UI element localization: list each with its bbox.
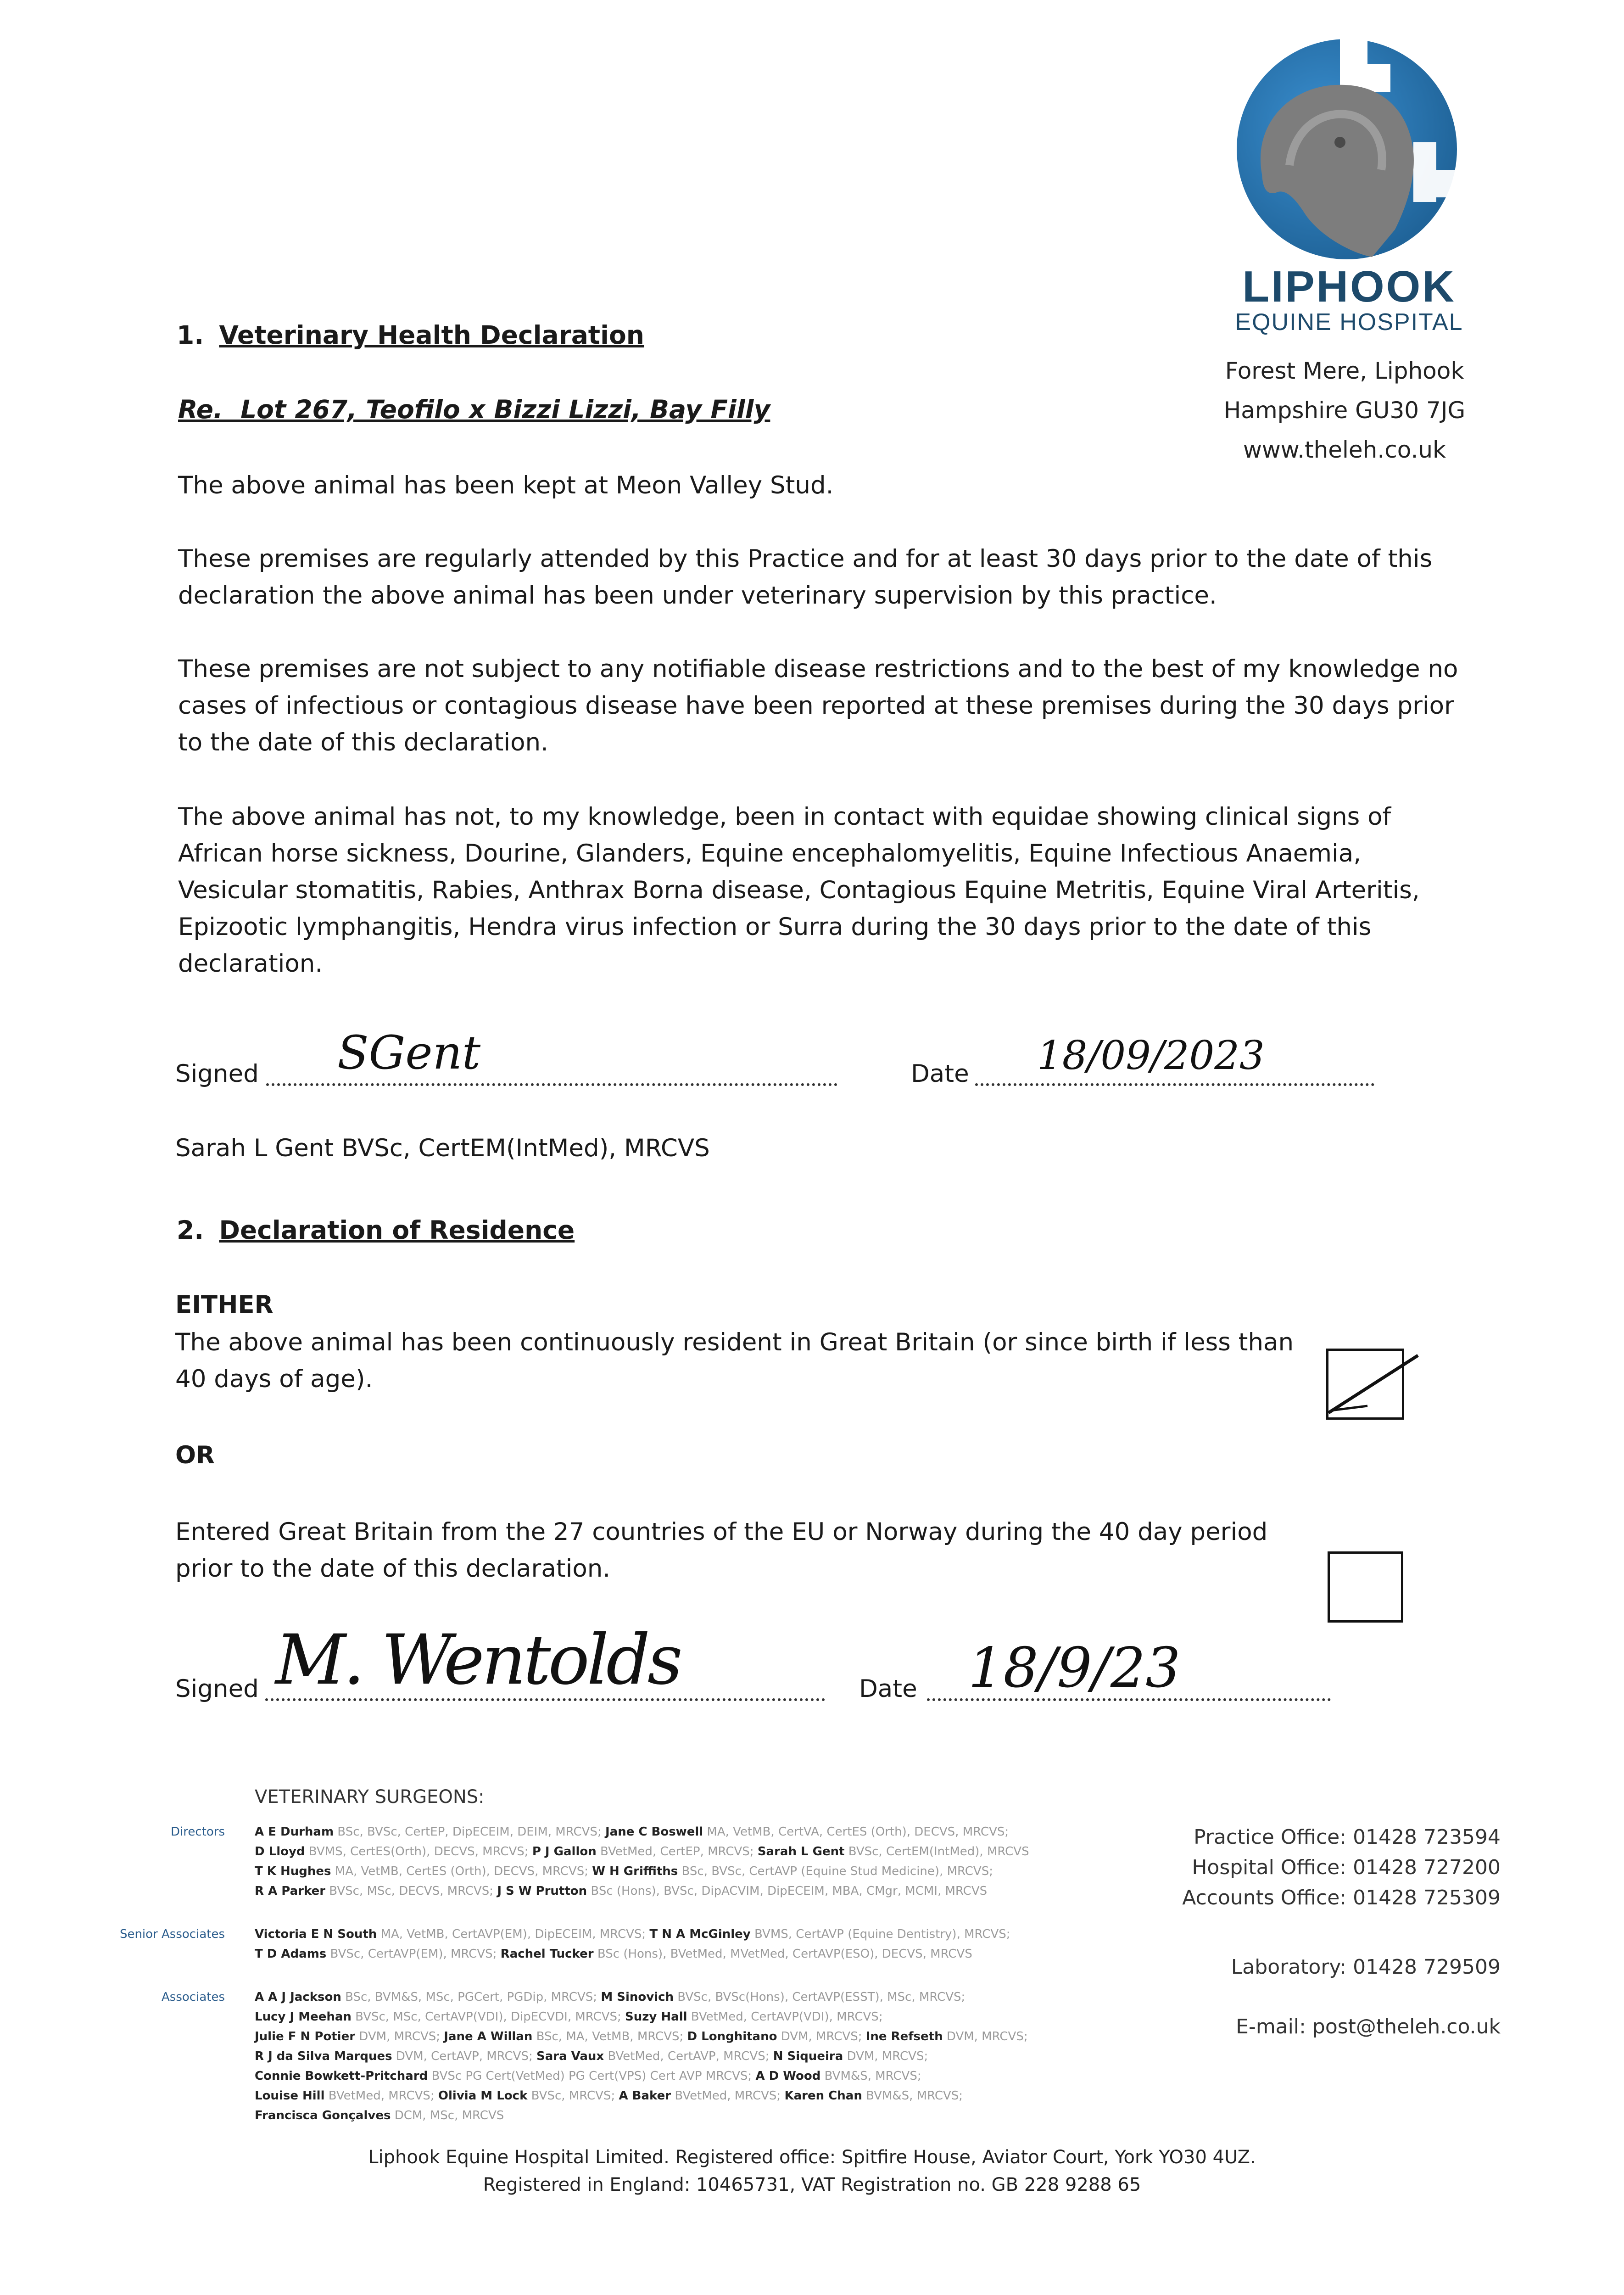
staff-qualifications: BVMS, CertES(Orth), DECVS, MRCVS; [305,1845,532,1858]
staff-qualifications: BVetMed, CertEP, MRCVS; [596,1845,758,1858]
veterinary-surgeons-title: VETERINARY SURGEONS: [255,1786,485,1808]
staff-qualifications: DVM, MRCVS; [355,2030,444,2043]
staff-qualifications: BSc, BVSc, CertEP, DipECEIM, DEIM, MRCVS; [334,1825,605,1839]
owner-signature: M. Wentolds [275,1620,680,1700]
hospital-office-phone: Hospital Office: 01428 727200 [1192,1856,1501,1879]
staff-qualifications: BVetMed, MRCVS; [671,2089,785,2103]
staff-qualifications: BVSc, CertEM(IntMed), MRCVS [844,1845,1029,1858]
staff-qualifications: BVM&S, MRCVS; [820,2069,921,2083]
staff-qualifications: BVetMed, MRCVS; [324,2089,438,2103]
staff-name: Suzy Hall [625,2010,687,2024]
staff-name: Julie F N Potier [255,2030,356,2043]
staff-name: M Sinovich [601,1990,674,2004]
staff-name: J S W Prutton [497,1884,587,1898]
website-link[interactable]: www.theleh.co.uk [1243,437,1446,463]
text-line: These premises are regularly attended by this Practice and for at least 30 days prior to the date of this [178,545,1433,573]
registered-office [0,2144,1624,2199]
staff-qualifications: BVetMed, CertAVP(VDI), MRCVS; [687,2010,883,2024]
section-1-number: 1. [177,320,204,350]
text-line: declaration. [178,950,323,978]
staff-name: Jane C Boswell [605,1825,703,1839]
staff-name: N Siqueira [773,2049,843,2063]
laboratory-phone: Laboratory: 01428 729509 [1231,1955,1501,1979]
staff-qualifications: MA, VetMB, CertVA, CertES (Orth), DECVS, MRCVS; [703,1825,1009,1839]
staff-name: Connie Bowkett-Pritchard [255,2069,428,2083]
resident-checkbox[interactable] [1326,1349,1404,1420]
vet-signature: SGent [337,1026,481,1080]
staff-name: T D Adams [255,1947,327,1961]
staff-qualifications: BSc (Hons), BVSc, DipACVIM, DipECEIM, MBA, CMgr, MCMI, MRCVS [587,1884,988,1898]
section-1-title: Veterinary Health Declaration [219,320,644,350]
staff-qualifications: BVSc, MSc, CertAVP(VDI), DipECVDI, MRCVS; [351,2010,625,2024]
horse-head-logo-icon [1234,37,1459,262]
staff-name: A Baker [619,2089,671,2103]
option-entered-text [175,1514,1267,1587]
text-line: to the date of this declaration. [178,728,548,756]
staff-line [255,2047,1172,2066]
staff-name: R A Parker [255,1884,326,1898]
text-line: Vesicular stomatitis, Rabies, Anthrax Borna disease, Contagious Equine Metritis, Equine Viral Arteritis, [178,876,1420,904]
office-contacts [1111,1822,1501,1913]
hospital-logo [1234,37,1459,262]
paragraph-restrictions [178,651,1458,761]
section-2-heading [177,1215,575,1245]
text-line: 40 days of age). [175,1365,373,1393]
contact-email[interactable]: E-mail: post@theleh.co.uk [1236,2015,1501,2038]
lot-reference: Re. Lot 267, Teofilo x Bizzi Lizzi, Bay Filly [178,395,770,424]
staff-name: Karen Chan [784,2089,862,2103]
staff-qualifications: DVM, MRCVS; [843,2049,928,2063]
staff-name: Rachel Tucker [500,1947,594,1961]
owner-date-value: 18/9/23 [968,1636,1181,1700]
address-block [1198,351,1491,470]
text-line: The above animal has not, to my knowledge, been in contact with equidae showing clinical signs of [178,803,1391,831]
address-line-1: Forest Mere, Liphook [1225,358,1464,384]
staff-name: Jane A Willan [444,2030,533,2043]
staff-qualifications: BSc, BVM&S, MSc, PGCert, PGDip, MRCVS; [341,1990,601,2004]
staff-name: W H Griffiths [592,1864,678,1878]
text-line: These premises are not subject to any notifiable disease restrictions and to the best of my knowledge no [178,655,1458,683]
paragraph-kept-at: The above animal has been kept at Meon Valley Stud. [178,471,834,499]
staff-name: A D Wood [755,2069,821,2083]
staff-qualifications: DVM, MRCVS; [943,2030,1028,2043]
address-line-2: Hampshire GU30 7JG [1223,397,1466,424]
staff-name: R J da Silva Marques [255,2049,392,2063]
staff-name: Francisca Gonçalves [255,2109,391,2122]
staff-line [255,1822,1172,1842]
text-line: cases of infectious or contagious disease have been reported at these premises during the 30 days prior [178,692,1454,720]
staff-name: T K Hughes [255,1864,331,1878]
staff-qualifications: BVSc PG Cert(VetMed) PG Cert(VPS) Cert AVP MRCVS; [428,2069,756,2083]
staff-qualifications: DVM, CertAVP, MRCVS; [392,2049,536,2063]
staff-qualifications: BVSc, CertAVP(EM), MRCVS; [326,1947,501,1961]
staff-line [255,2106,1172,2126]
registered-line-1: Liphook Equine Hospital Limited. Registered office: Spitfire House, Aviator Court, York YO30 4UZ. [368,2147,1256,2168]
staff-line [255,2007,1172,2027]
either-label: EITHER [175,1291,273,1319]
practice-office-phone: Practice Office: 01428 723594 [1194,1825,1501,1849]
staff-qualifications: MA, VetMB, CertAVP(EM), DipECEIM, MRCVS; [377,1927,650,1941]
staff-name: T N A McGinley [649,1927,751,1941]
paragraph-diseases [178,799,1420,982]
staff-qualifications: BVSc, MRCVS; [527,2089,619,2103]
staff-name: D Lloyd [255,1845,305,1858]
staff-name: Ine Refseth [865,2030,943,2043]
staff-name: A E Durham [255,1825,334,1839]
staff-line [255,1925,1172,1944]
staff-qualifications: DCM, MSc, MRCVS [391,2109,504,2122]
or-label: OR [175,1441,215,1469]
staff-qualifications: DVM, MRCVS; [777,2030,866,2043]
staff-qualifications: BSc (Hons), BVetMed, MVetMed, CertAVP(ESO), DECVS, MRCVS [593,1947,972,1961]
staff-qualifications: BVetMed, CertAVP, MRCVS; [604,2049,773,2063]
vet-date-value: 18/09/2023 [1037,1033,1265,1079]
staff-name: Victoria E N South [255,1927,377,1941]
staff-line [255,2086,1172,2106]
staff-name: D Longhitano [687,2030,777,2043]
text-line: African horse sickness, Dourine, Glanders, Equine encephalomyelitis, Equine Infectious Anaemia, [178,840,1362,868]
staff-qualifications: BSc, MA, VetMB, MRCVS; [532,2030,687,2043]
staff-qualifications: BSc, BVSc, CertAVP (Equine Stud Medicine), MRCVS; [678,1864,993,1878]
text-line: Epizootic lymphangitis, Hendra virus infection or Surra during the 30 days prior to the date of this [178,913,1372,941]
associates-list [255,1987,1172,2126]
text-line: prior to the date of this declaration. [175,1555,611,1583]
staff-qualifications: BVMS, CertAVP (Equine Dentistry), MRCVS; [750,1927,1010,1941]
option-resident-text [175,1324,1294,1398]
logo-subtitle: EQUINE HOSPITAL [1235,309,1463,336]
staff-name: A A J Jackson [255,1990,341,2004]
paragraph-attendance [178,541,1432,614]
section-2-number: 2. [177,1215,204,1245]
text-line: The above animal has been continuously resident in Great Britain (or since birth if less than [175,1328,1294,1356]
owner-signed-label: Signed [175,1675,259,1703]
staff-name: Louise Hill [255,2089,325,2103]
section-1-heading [177,320,644,350]
staff-line [255,1944,1172,1964]
staff-name: Sara Vaux [536,2049,604,2063]
staff-line [255,1881,1172,1901]
senior-associates-list [255,1925,1172,1964]
registered-line-2: Registered in England: 10465731, VAT Registration no. GB 228 9288 65 [483,2174,1141,2195]
accounts-office-phone: Accounts Office: 01428 725309 [1182,1886,1501,1909]
staff-line [255,1842,1172,1862]
vet-signed-label: Signed [175,1060,259,1088]
checkmark-icon [1326,1342,1427,1415]
logo-name: LIPHOOK [1242,262,1456,311]
staff-qualifications: BVSc, MSc, DECVS, MRCVS; [325,1884,497,1898]
entered-checkbox[interactable] [1328,1551,1403,1623]
staff-name: P J Gallon [532,1845,597,1858]
vet-signatory-name: Sarah L Gent BVSc, CertEM(IntMed), MRCVS [175,1134,710,1162]
text-line: Entered Great Britain from the 27 countries of the EU or Norway during the 40 day period [175,1518,1268,1546]
directors-list [255,1822,1172,1901]
directors-label: Directors [171,1825,225,1839]
text-line: declaration the above animal has been under veterinary supervision by this practice. [178,582,1217,610]
staff-name: Sarah L Gent [757,1845,845,1858]
associates-label: Associates [162,1990,225,2004]
owner-date-label: Date [859,1675,917,1703]
staff-line [255,2027,1172,2047]
vet-date-label: Date [911,1060,969,1088]
staff-qualifications: BVM&S, MRCVS; [862,2089,963,2103]
staff-name: Olivia M Lock [438,2089,528,2103]
staff-qualifications: MA, VetMB, CertES (Orth), DECVS, MRCVS; [331,1864,592,1878]
staff-line [255,2066,1172,2086]
section-2-title: Declaration of Residence [219,1215,575,1245]
staff-qualifications: BVSc, BVSc(Hons), CertAVP(ESST), MSc, MRCVS; [674,1990,965,2004]
staff-name: Lucy J Meehan [255,2010,352,2024]
staff-line [255,1987,1172,2007]
staff-line [255,1862,1172,1881]
senior-associates-label: Senior Associates [119,1927,225,1941]
